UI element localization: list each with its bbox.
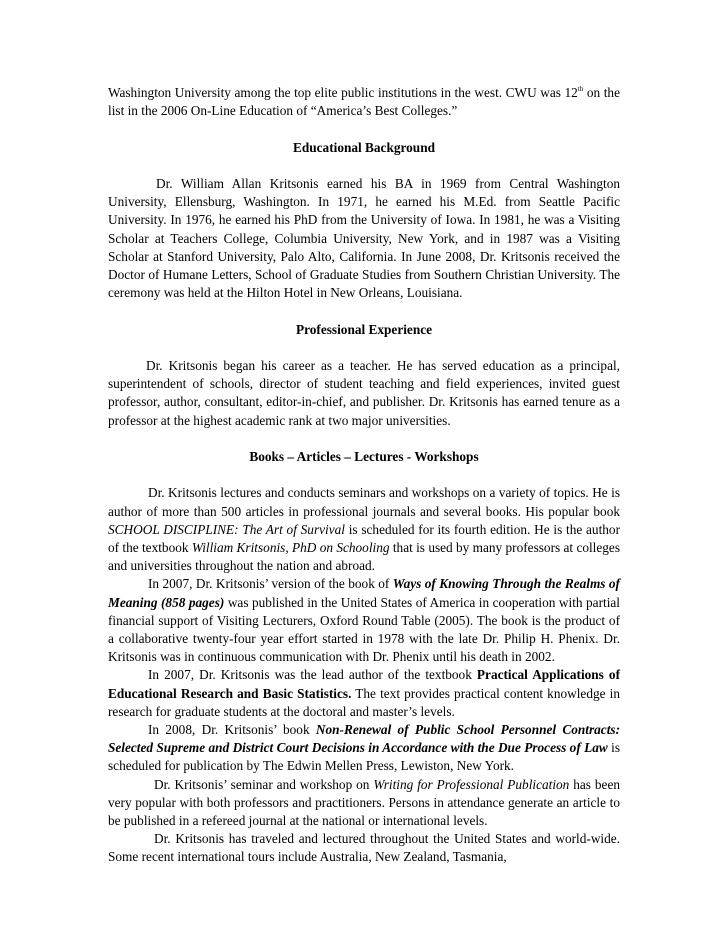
book-title-on-schooling: William Kritsonis, PhD on Schooling bbox=[191, 539, 390, 555]
ways-text: In 2007, Dr. Kritsonis’ version of the book of bbox=[148, 576, 393, 592]
lectures-paragraph bbox=[108, 484, 620, 575]
document-body bbox=[108, 84, 620, 867]
heading-educational-background: Educational Background bbox=[292, 139, 435, 155]
book-title-ways-of-knowing: Ways of Knowing Through the Realms of Meaning (858 pages) bbox=[108, 576, 620, 610]
book-title-non-renewal: Non-Renewal of Public School Personnel Contracts: Selected Supreme and District Court Decisions in Accordance with the Due Process of Law bbox=[108, 722, 621, 756]
ordinal-suffix: th bbox=[577, 85, 584, 93]
educational-background-paragraph: Dr. William Allan Kritsonis earned his BA in 1969 from Central Washington University, Ellensburg, Washington. In 1971, he earned his M.Ed. from Seattle Pacific University. In 1976, he earned his PhD from the University of Iowa. In 1981, he was a Visiting Scholar at Teachers College, Columbia University, New York, and in 1987 was a Visiting Scholar at Stanford University, Palo Alto, California. In June 2008, Dr. Kritsonis received the Doctor of Humane Letters, School of Graduate Studies from Southern Christian University. The ceremony was held at the Hilton Hotel in New Orleans, Louisiana. bbox=[108, 175, 620, 301]
practical-text-2: The text provides practical content knowledge in research for graduate students at the doctoral and master’s levels. bbox=[108, 685, 620, 719]
intro-text: Washington University among the top elite public institutions in the west. CWU was 12 bbox=[108, 85, 578, 100]
heading-books-articles: Books – Articles – Lectures - Workshops bbox=[249, 448, 479, 464]
lectures-text: Dr. Kritsonis lectures and conducts seminars and workshops on a variety of topics. He is author of more than 500 articles in professional journals and several books. His popular book bbox=[108, 485, 620, 519]
practical-text: In 2007, Dr. Kritsonis was the lead author of the textbook bbox=[148, 667, 477, 683]
intro-text-continued: on the list in the 2006 On-Line Education of “America’s Best Colleges.” bbox=[108, 85, 620, 119]
lectures-text-2: is scheduled for its fourth edition. He is the author of the textbook bbox=[108, 521, 620, 555]
book-title-school-discipline: SCHOOL DISCIPLINE: The Art of Survival bbox=[108, 521, 345, 537]
travel-text: Dr. Kritsonis has traveled and lectured throughout the United States and world-wide. Some recent international tours include Australia, New Zealand, Tasmania, bbox=[108, 831, 620, 865]
travel-paragraph bbox=[108, 830, 620, 866]
heading-professional-experience: Professional Experience bbox=[295, 321, 433, 337]
writing-seminar-paragraph bbox=[108, 776, 620, 831]
book-title-practical-applications: Practical Applications of Educational Research and Basic Statistics. bbox=[108, 667, 620, 701]
professional-experience-paragraph: Dr. Kritsonis began his career as a teacher. He has served education as a principal, superintendent of schools, director of student teaching and field experiences, invited guest professor, author, consultant, editor-in-chief, and publisher. Dr. Kritsonis has earned tenure as a professor at the highest academic rank at two major universities. bbox=[108, 357, 620, 428]
intro-paragraph bbox=[108, 84, 620, 120]
nonrenewal-text: In 2008, Dr. Kritsonis’ book bbox=[148, 722, 316, 738]
non-renewal-paragraph bbox=[108, 721, 620, 776]
practical-applications-paragraph bbox=[108, 666, 620, 721]
ways-of-knowing-paragraph bbox=[108, 575, 620, 666]
seminar-text-2: has been very popular with both professors and practitioners. Persons in attendance generate an article to be published in a refereed journal at the national or international levels. bbox=[108, 776, 620, 829]
seminar-text: Dr. Kritsonis’ seminar and workshop on bbox=[154, 776, 374, 792]
lectures-text-3: that is used by many professors at colleges and universities throughout the nation and abroad. bbox=[108, 539, 621, 574]
nonrenewal-text-2: is scheduled for publication by The Edwin Mellen Press, Lewiston, New York. bbox=[108, 740, 620, 774]
seminar-title: Writing for Professional Publication bbox=[373, 776, 570, 792]
ways-text-2: was published in the United States of America in cooperation with partial financial support of Visiting Lecturers, Oxford Round Table (2005). The book is the product of a collaborative twenty-four year effort started in 1978 with the late Dr. Philip H. Phenix. Dr. Kritsonis was in continuous communication with Dr. Phenix until his death in 2002. bbox=[108, 594, 620, 665]
